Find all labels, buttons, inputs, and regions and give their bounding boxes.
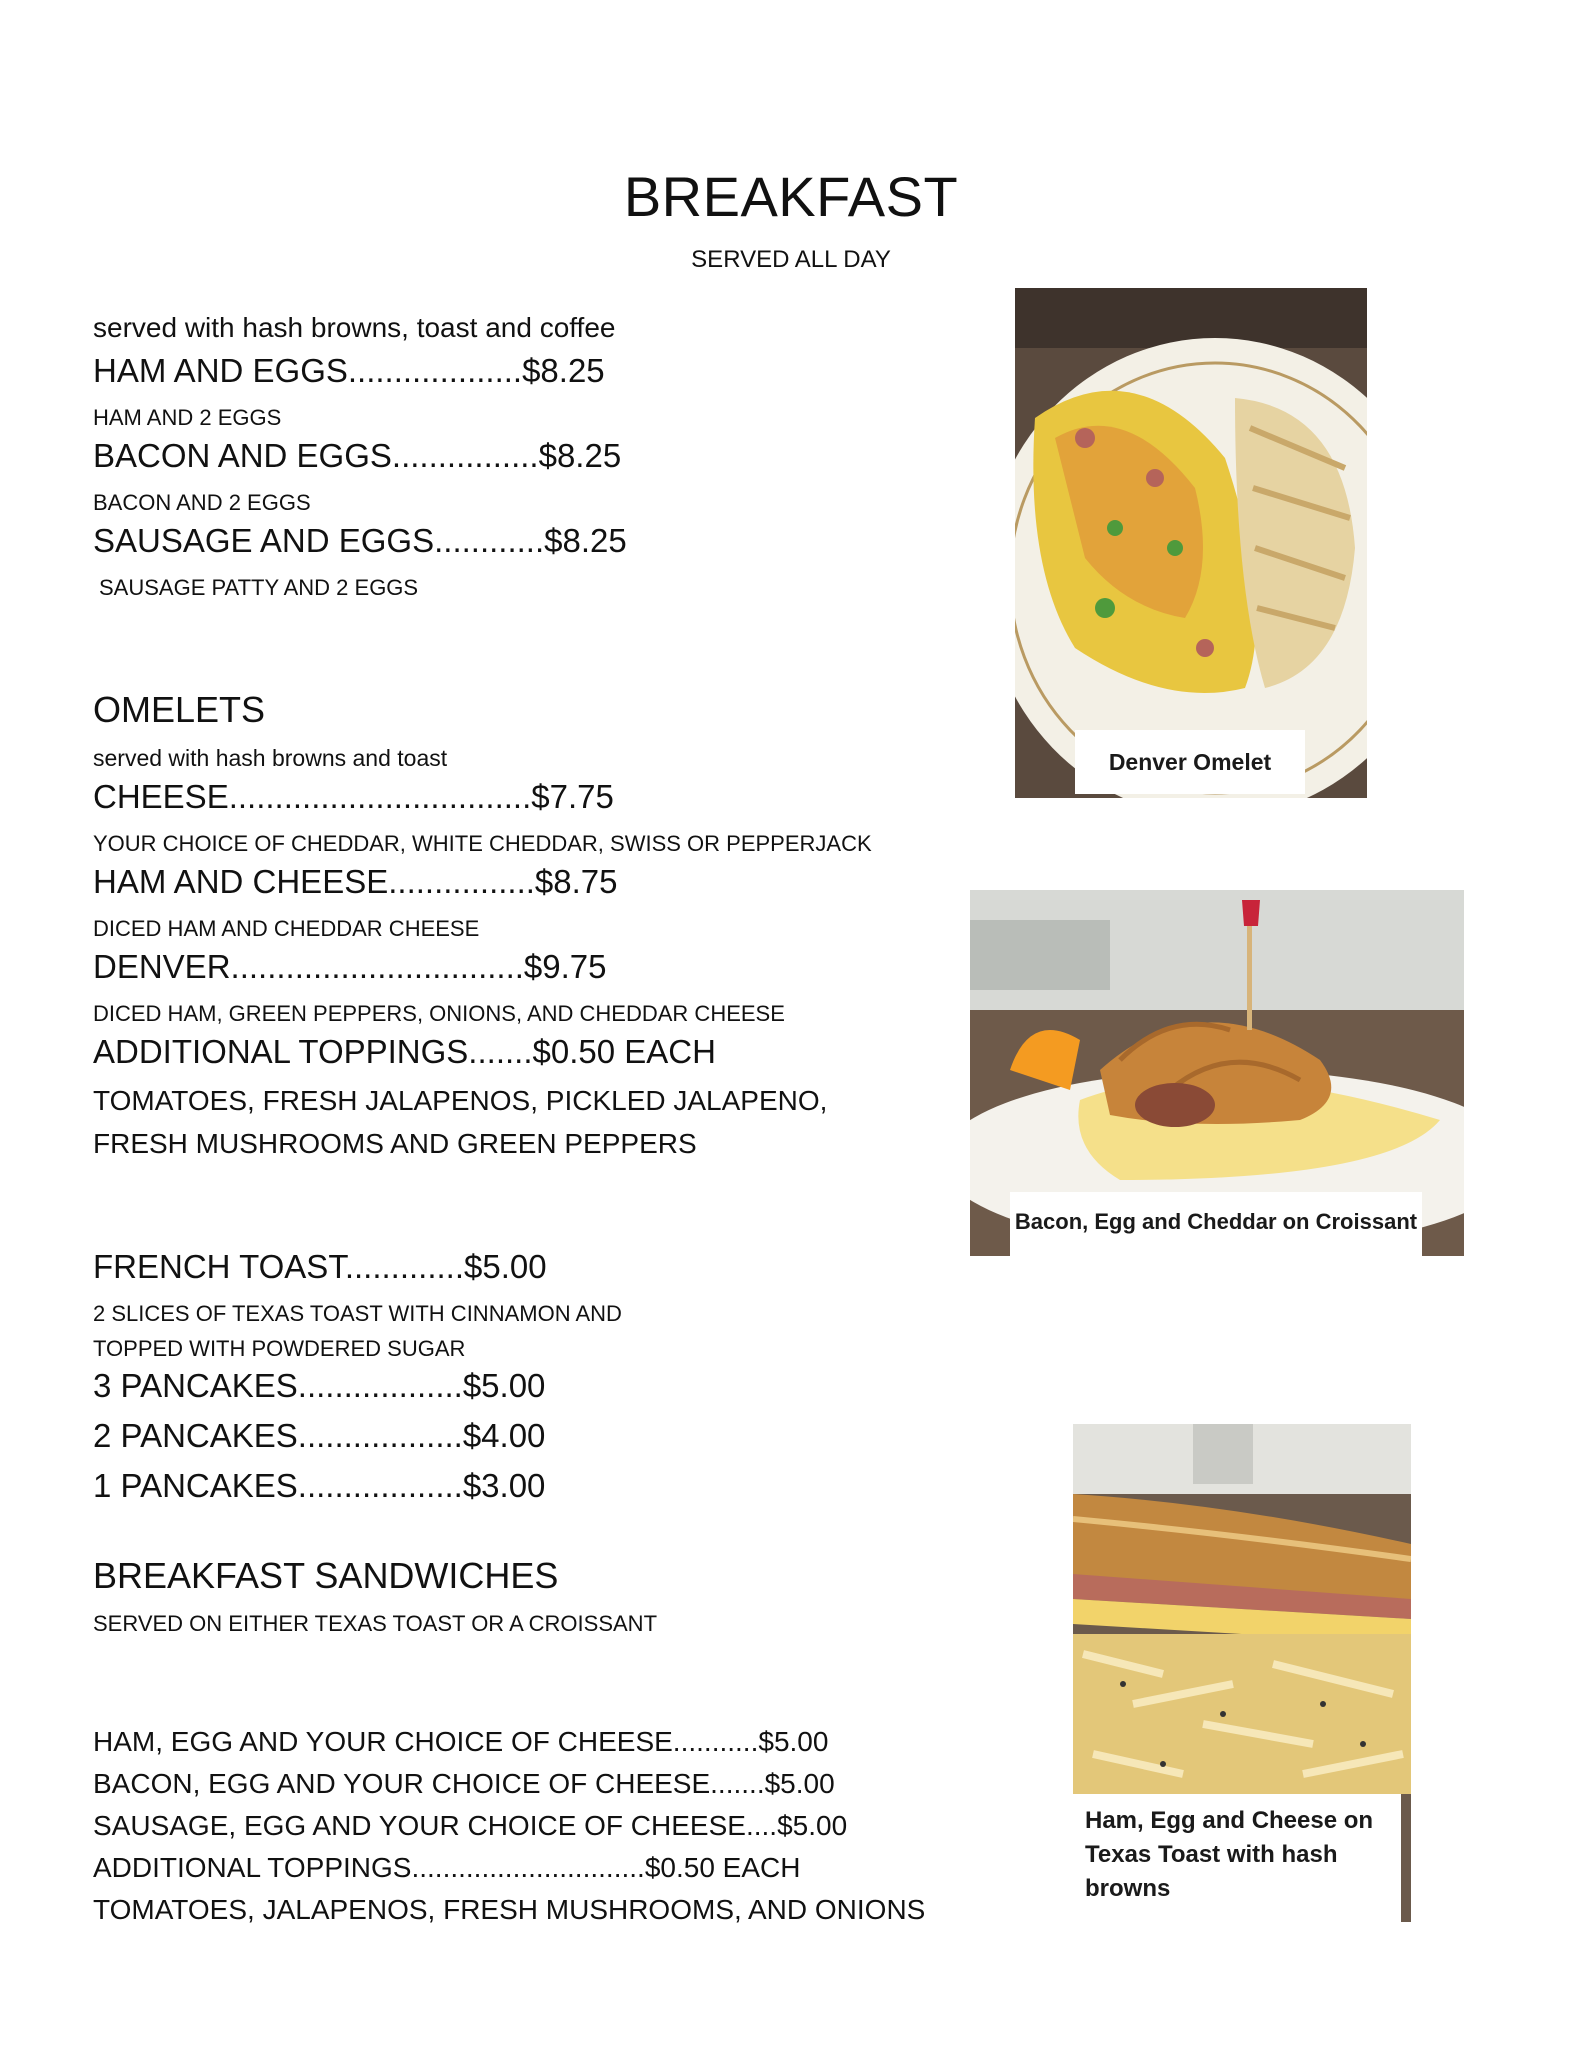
menu-item-ham-and-eggs: HAM AND EGGS...................$8.25 — [93, 352, 605, 389]
photo-caption-line: Texas Toast with hash — [1085, 1841, 1338, 1868]
sandwich-line: BACON, EGG AND YOUR CHOICE OF CHEESE.......$5.00 — [93, 1768, 835, 1799]
menu-item-french-toast: FRENCH TOAST.............$5.00 — [93, 1248, 547, 1285]
menu-item-ham-and-cheese-omelet: HAM AND CHEESE................$8.75 — [93, 863, 618, 900]
menu-item-3-pancakes: 3 PANCAKES..................$5.00 — [93, 1367, 546, 1404]
menu-item-desc: 2 SLICES OF TEXAS TOAST WITH CINNAMON AND — [93, 1301, 622, 1326]
menu-item-desc: TOPPED WITH POWDERED SUGAR — [93, 1336, 466, 1361]
page-subtitle: SERVED ALL DAY — [691, 246, 891, 273]
menu-item-desc: BACON AND 2 EGGS — [93, 490, 311, 515]
sandwiches-subheading: SERVED ON EITHER TEXAS TOAST OR A CROISSANT — [93, 1611, 658, 1636]
section-heading-sandwiches: BREAKFAST SANDWICHES — [93, 1555, 559, 1596]
menu-item-2-pancakes: 2 PANCAKES..................$4.00 — [93, 1417, 546, 1454]
photo-caption: Bacon, Egg and Cheddar on Croissant — [1010, 1192, 1422, 1256]
sandwich-line: TOMATOES, JALAPENOS, FRESH MUSHROOMS, AND ONIONS — [93, 1894, 926, 1925]
section-heading-omelets: OMELETS — [93, 689, 266, 730]
menu-item-bacon-and-eggs: BACON AND EGGS................$8.25 — [93, 437, 622, 474]
croissant-sandwich-photo — [970, 890, 1464, 1256]
texas-toast-sandwich-photo — [1073, 1424, 1411, 1922]
photo-caption: Denver Omelet — [1075, 730, 1305, 794]
menu-item-desc: DICED HAM AND CHEDDAR CHEESE — [93, 916, 480, 941]
menu-item-desc: YOUR CHOICE OF CHEDDAR, WHITE CHEDDAR, SWISS OR PEPPERJACK — [93, 831, 872, 856]
menu-item-cheese-omelet: CHEESE.................................$7.75 — [93, 778, 614, 815]
menu-item-desc: HAM AND 2 EGGS — [93, 405, 282, 430]
sandwich-line: HAM, EGG AND YOUR CHOICE OF CHEESE...........$5.00 — [93, 1726, 829, 1757]
toppings-line: TOMATOES, FRESH JALAPENOS, PICKLED JALAPENO, — [93, 1085, 828, 1116]
menu-item-1-pancakes: 1 PANCAKES..................$3.00 — [93, 1467, 546, 1504]
menu-item-desc: DICED HAM, GREEN PEPPERS, ONIONS, AND CHEDDAR CHEESE — [93, 1001, 785, 1026]
menu-item-sausage-and-eggs: SAUSAGE AND EGGS............$8.25 — [93, 522, 627, 559]
omelets-intro: served with hash browns and toast — [93, 745, 448, 771]
denver-omelet-photo — [1015, 288, 1367, 798]
toppings-line: FRESH MUSHROOMS AND GREEN PEPPERS — [93, 1128, 697, 1159]
photo-caption-line: Ham, Egg and Cheese on — [1085, 1807, 1374, 1834]
sandwich-line: SAUSAGE, EGG AND YOUR CHOICE OF CHEESE....$5.00 — [93, 1810, 848, 1841]
sandwich-line: ADDITIONAL TOPPINGS..............................$0.50 EACH — [93, 1852, 801, 1883]
photo-caption-line: browns — [1085, 1875, 1171, 1902]
additional-toppings: ADDITIONAL TOPPINGS.......$0.50 EACH — [93, 1033, 716, 1070]
page-title: BREAKFAST — [623, 165, 959, 228]
breakfast-intro: served with hash browns, toast and coffee — [93, 312, 616, 343]
photo-caption — [1073, 1794, 1401, 1922]
menu-item-desc: SAUSAGE PATTY AND 2 EGGS — [99, 575, 419, 600]
menu-item-denver-omelet: DENVER................................$9.75 — [93, 948, 607, 985]
